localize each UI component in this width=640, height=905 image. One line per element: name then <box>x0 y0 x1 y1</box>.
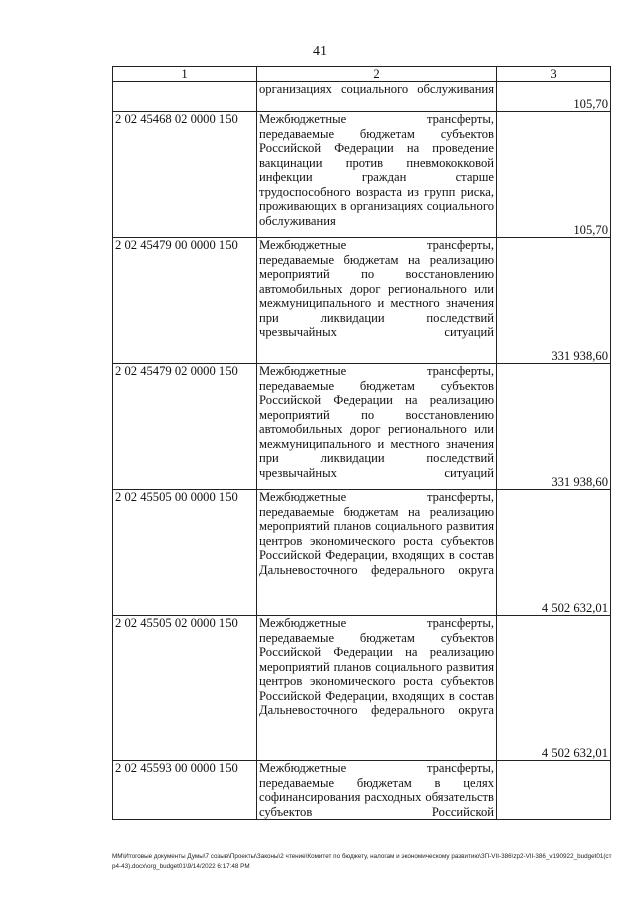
document-file-path-footer: ММ\Итоговые документы Думы\7 созыв\Проекты\Законы\2 чтение\Комитет по бюджету, налогам и экономическому развитию\ЗП-VII-386\zp2-VII-386_v190922_budget01(стр4-43).docx\org_budget01\9/14/2022 6:17:48 PM <box>112 853 612 870</box>
column-header-3: 3 <box>497 67 611 82</box>
table-row <box>113 616 611 761</box>
table-row <box>113 82 611 112</box>
budget-amount: 4 502 632,01 <box>497 616 611 761</box>
column-header-1: 1 <box>113 67 257 82</box>
budget-code: 2 02 45468 02 0000 150 <box>113 112 257 238</box>
budget-description: Межбюджетные трансферты, передаваемые бюджетам в целях софинансирования расходных обязательств субъектов Российской <box>257 761 497 820</box>
table-row <box>113 364 611 490</box>
budget-code <box>113 82 257 112</box>
table-header-row <box>113 67 611 82</box>
budget-table <box>112 66 611 820</box>
column-header-2: 2 <box>257 67 497 82</box>
budget-code: 2 02 45479 00 0000 150 <box>113 238 257 364</box>
budget-description: Межбюджетные трансферты, передаваемые бюджетам субъектов Российской Федерации на реализацию мероприятий по восстановлению автомобильных дорог регионального или межмуниципального и местного значения при ликвидации последствий чрезвычайных ситуаций <box>257 364 497 490</box>
budget-code: 2 02 45479 02 0000 150 <box>113 364 257 490</box>
budget-amount: 105,70 <box>497 112 611 238</box>
budget-amount: 105,70 <box>497 82 611 112</box>
table-row <box>113 761 611 820</box>
budget-description: Межбюджетные трансферты, передаваемые бюджетам на реализацию мероприятий по восстановлению автомобильных дорог регионального или межмуниципального и местного значения при ликвидации последствий чрезвычайных ситуаций <box>257 238 497 364</box>
table-row <box>113 112 611 238</box>
budget-amount: 4 502 632,01 <box>497 490 611 616</box>
budget-code: 2 02 45593 00 0000 150 <box>113 761 257 820</box>
budget-description: Межбюджетные трансферты, передаваемые бюджетам на реализацию мероприятий планов социального развития центров экономического роста субъектов Российской Федерации, входящих в состав Дальневосточного федерального округа <box>257 490 497 616</box>
page-number: 41 <box>313 44 327 59</box>
table-row <box>113 490 611 616</box>
budget-amount <box>497 761 611 820</box>
budget-code: 2 02 45505 02 0000 150 <box>113 616 257 761</box>
budget-code: 2 02 45505 00 0000 150 <box>113 490 257 616</box>
budget-amount: 331 938,60 <box>497 364 611 490</box>
budget-amount: 331 938,60 <box>497 238 611 364</box>
budget-description: Межбюджетные трансферты, передаваемые бюджетам субъектов Российской Федерации на проведение вакцинации против пневмококковой инфекции граждан старше трудоспособного возраста из групп риска, проживающих в организациях социального обслуживания <box>257 112 497 238</box>
table-row <box>113 238 611 364</box>
budget-description: организациях социального обслуживания <box>257 82 497 112</box>
budget-description: Межбюджетные трансферты, передаваемые бюджетам субъектов Российской Федерации на реализацию мероприятий планов социального развития центров экономического роста субъектов Российской Федерации, входящих в состав Дальневосточного федерального округа <box>257 616 497 761</box>
